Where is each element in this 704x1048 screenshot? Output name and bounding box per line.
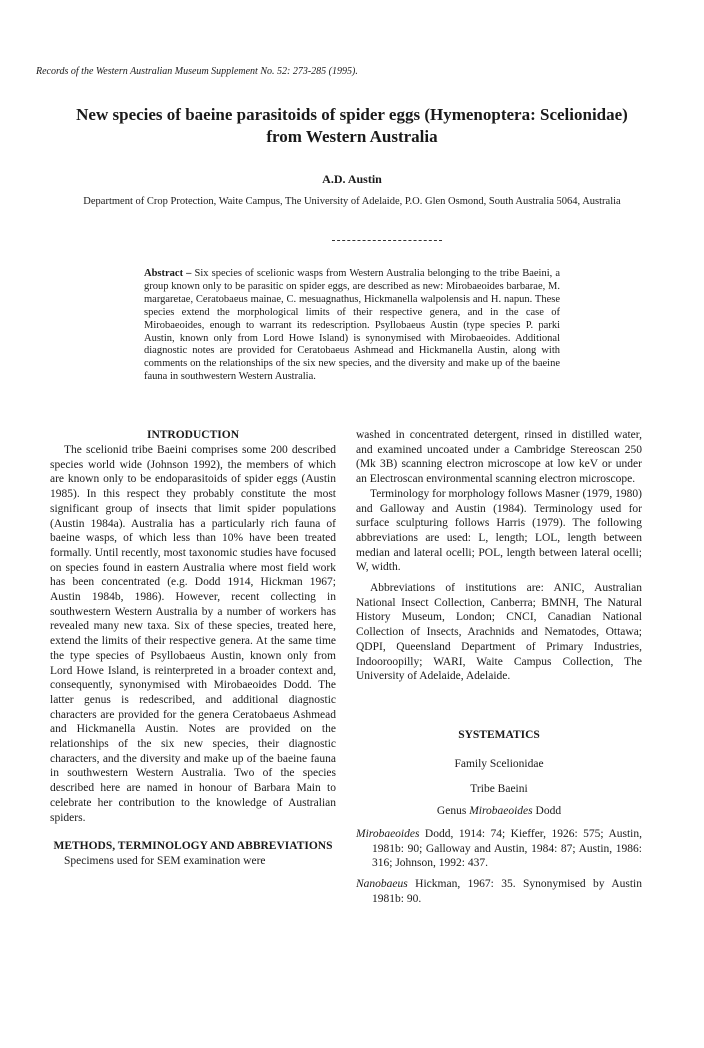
terminology-text: Terminology for morphology follows Masner (1979, 1980) and Galloway and Austin (1984). Terminology used for surface sculpturing follows Harris (1979). The following abbreviations are used: L, length; LOL, length between median and lateral ocelli; POL, length between lateral ocelli; W, width. [356, 487, 642, 574]
methods-heading: METHODS, TERMINOLOGY AND ABBREVIATIONS [53, 840, 333, 853]
running-header: Records of the Western Australian Museum Supplement No. 52: 273-285 (1995). [36, 66, 358, 77]
affiliation: Department of Crop Protection, Waite Campus, The University of Adelaide, P.O. Glen Osmond, South Australia 5064, Australia [83, 196, 621, 207]
introduction-heading: INTRODUCTION [146, 429, 239, 441]
right-column [356, 428, 642, 907]
family-heading: Family Scelionidae [454, 757, 544, 770]
paper-title: New species of baeine parasitoids of spider eggs (Hymenoptera: Scelionidae) from Western Australia [76, 105, 628, 146]
abstract-label: Abstract – [144, 268, 195, 279]
abstract [144, 268, 560, 384]
synonymy-reference-2 [356, 877, 642, 906]
systematics-heading: SYSTEMATICS [458, 728, 540, 741]
genus-author: Dodd [532, 805, 562, 818]
ref1-name: Mirobaeoides [356, 828, 420, 841]
institutions-text: Abbreviations of institutions are: ANIC, Australian National Insect Collection, Canberra; BMNH, The Natural History Museum, London; CNCI, Canadian National Collection of Insects, Arachnids and Nematodes, Ottawa; QDPI, Queensland Department of Primary Industries, Indooroopilly; WARI, Waite Campus Collection, The University of Adelaide, Adelaide. [356, 582, 642, 683]
ref1-text: Dodd, 1914: 74; Kieffer, 1926: 575; Austin, 1981b: 90; Galloway and Austin, 1984: 87; Austin, 1986: 316; Johnson, 1992: 437. [372, 828, 642, 870]
abstract-text: Six species of scelionic wasps from Western Australia belonging to the tribe Baeini, a group known only to be parasitic on spider eggs, are described as new: Mirobaeoides barbarae, M. margaretae, Ceratobaeus mainae, C. mesuagnathus, Hickmanella walpolensis and H. napun. These species extend the morphological limits of their respective genera, and in the case of Mirobaeoides, enough to warrant its redescription. Psyllobaeus Austin (type species P. parki Austin, known only from Lord Howe Island) is synonymised with Mirobaeoides. Additional diagnostic notes are provided for Ceratobaeus Ashmead and Hickmanella Austin, along with comments on the relationships of the six new species, and the diversity and make up of the baeine fauna in southwestern Western Australia. [144, 268, 560, 383]
ref2-name: Nanobaeus [356, 878, 408, 891]
methods-text: Specimens used for SEM examination were [64, 855, 266, 868]
genus-heading [356, 804, 642, 819]
ref2-text: Hickman, 1967: 35. Synonymised by Austin 1981b: 90. [372, 878, 642, 905]
genus-label: Genus [436, 805, 470, 818]
methods-continued: washed in concentrated detergent, rinsed in distilled water, and examined uncoated under a Cambridge Stereoscan 250 (Mk 3B) scanning electron microscope at low keV or under an Electroscan environmental scanning electron microscope. [356, 429, 642, 486]
synonymy-reference-1 [356, 827, 642, 871]
separator-line [332, 240, 442, 241]
tribe-heading: Tribe Baeini [470, 782, 528, 795]
introduction-text: The scelionid tribe Baeini comprises some 200 described species world wide (Johnson 1992), the members of which are known only to be endoparasitoids of spider eggs (Austin 1985). In this respect they probably constitute the most significant group of insects that limit spider populations (Austin 1984a). Australia has a particularly rich fauna of baeine wasps, of which less than 10% have been treated formally. Until recently, most taxonomic studies have focused on species found in eastern Australia where most field work has been concentrated (e.g. Dodd 1914, Hickman 1967; Austin 1984b, 1986). However, recent collecting in southwestern Western Australia by a number of workers has revealed many new taxa. Six of these species, treated here, extend the limits of their respective genera. At the same time the type species of Psyllobaeus Austin, known only from Lord Howe Island, is reinterpreted in a broader context and, consequently, synonymised with Mirobaeoides Dodd. The latter genus is redescribed, and additional diagnostic characters are provided for the genera Ceratobaeus Ashmead and Hickmanella Austin. Notes are provided on the relationships of the six new species, their diagnostic characters, and the diversity and make up of the baeine fauna in southwestern Western Australia. Two of the species described here are named in honour of Barbara Main to celebrate her contribution to the knowledge of Australian spiders. [50, 444, 336, 824]
genus-name: Mirobaeoides [469, 805, 533, 818]
author: A.D. Austin [322, 172, 382, 186]
left-column [50, 428, 336, 869]
